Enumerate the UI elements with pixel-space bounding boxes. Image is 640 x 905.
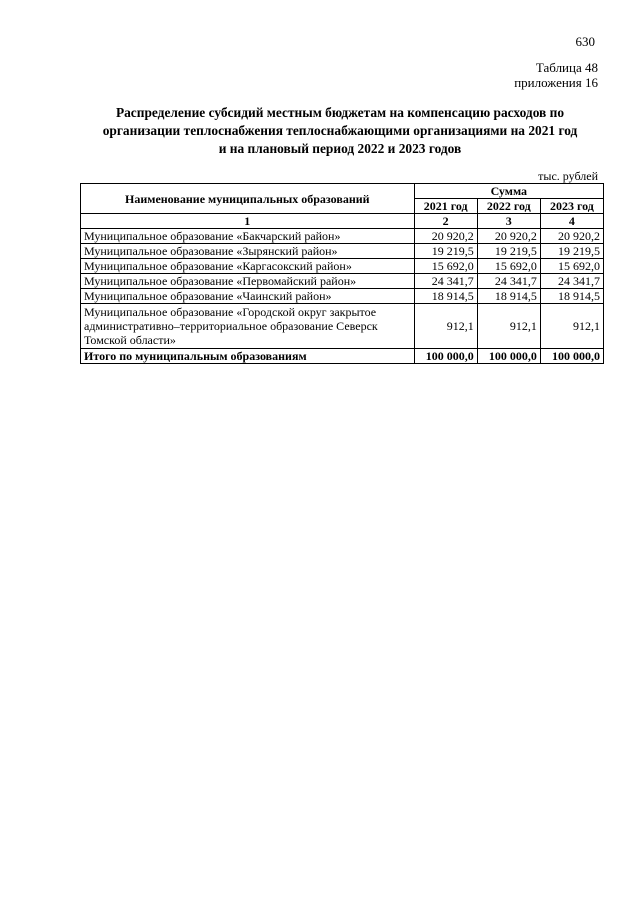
row-name: Муниципальное образование «Бакчарский район» xyxy=(81,229,415,244)
total-2021: 100 000,0 xyxy=(414,349,477,364)
value-2021: 18 914,5 xyxy=(414,289,477,304)
value-2023: 20 920,2 xyxy=(540,229,603,244)
value-2022: 24 341,7 xyxy=(477,274,540,289)
col-number-1: 1 xyxy=(81,214,415,229)
value-2022: 19 219,5 xyxy=(477,244,540,259)
header-year-2023: 2023 год xyxy=(540,199,603,214)
title-line1: Распределение субсидий местным бюджетам на компенсацию расходов по xyxy=(115,105,565,120)
value-2023: 15 692,0 xyxy=(540,259,603,274)
value-2023: 18 914,5 xyxy=(540,289,603,304)
row-name: Муниципальное образование «Городской округ закрытое административно–территориальное образование Северск Томской области» xyxy=(81,304,415,349)
table-row xyxy=(81,289,604,304)
value-2022: 20 920,2 xyxy=(477,229,540,244)
value-2021: 24 341,7 xyxy=(414,274,477,289)
value-2023: 19 219,5 xyxy=(540,244,603,259)
table-reference xyxy=(514,60,598,90)
page-number: 630 xyxy=(575,34,595,49)
document-title xyxy=(82,104,598,158)
title-line2: организации теплоснабжения теплоснабжающими организациями на 2021 год xyxy=(102,123,578,138)
col-number-4: 4 xyxy=(540,214,603,229)
value-2021: 912,1 xyxy=(414,304,477,349)
value-2022: 18 914,5 xyxy=(477,289,540,304)
value-2021: 15 692,0 xyxy=(414,259,477,274)
total-row xyxy=(81,349,604,364)
col-number-2: 2 xyxy=(414,214,477,229)
table-row xyxy=(81,274,604,289)
row-name: Муниципальное образование «Каргасокский район» xyxy=(81,259,415,274)
header-name: Наименование муниципальных образований xyxy=(81,184,415,214)
header-year-2022: 2022 год xyxy=(477,199,540,214)
subsidy-table xyxy=(80,183,604,364)
value-2021: 19 219,5 xyxy=(414,244,477,259)
value-2023: 24 341,7 xyxy=(540,274,603,289)
total-2022: 100 000,0 xyxy=(477,349,540,364)
value-2021: 20 920,2 xyxy=(414,229,477,244)
row-name: Муниципальное образование «Первомайский район» xyxy=(81,274,415,289)
table-row xyxy=(81,259,604,274)
table-reference-line1: Таблица 48 xyxy=(535,60,598,75)
header-sum: Сумма xyxy=(414,184,603,199)
units-label: тыс. рублей xyxy=(538,169,598,183)
table-row xyxy=(81,244,604,259)
value-2022: 15 692,0 xyxy=(477,259,540,274)
row-name: Муниципальное образование «Зырянский район» xyxy=(81,244,415,259)
value-2022: 912,1 xyxy=(477,304,540,349)
value-2023: 912,1 xyxy=(540,304,603,349)
total-label: Итого по муниципальным образованиям xyxy=(81,349,415,364)
total-2023: 100 000,0 xyxy=(540,349,603,364)
row-name: Муниципальное образование «Чаинский район» xyxy=(81,289,415,304)
title-line3: и на плановый период 2022 и 2023 годов xyxy=(218,141,462,156)
header-year-2021: 2021 год xyxy=(414,199,477,214)
table-row xyxy=(81,304,604,349)
table-reference-line2: приложения 16 xyxy=(514,75,598,90)
col-number-3: 3 xyxy=(477,214,540,229)
table-row xyxy=(81,229,604,244)
